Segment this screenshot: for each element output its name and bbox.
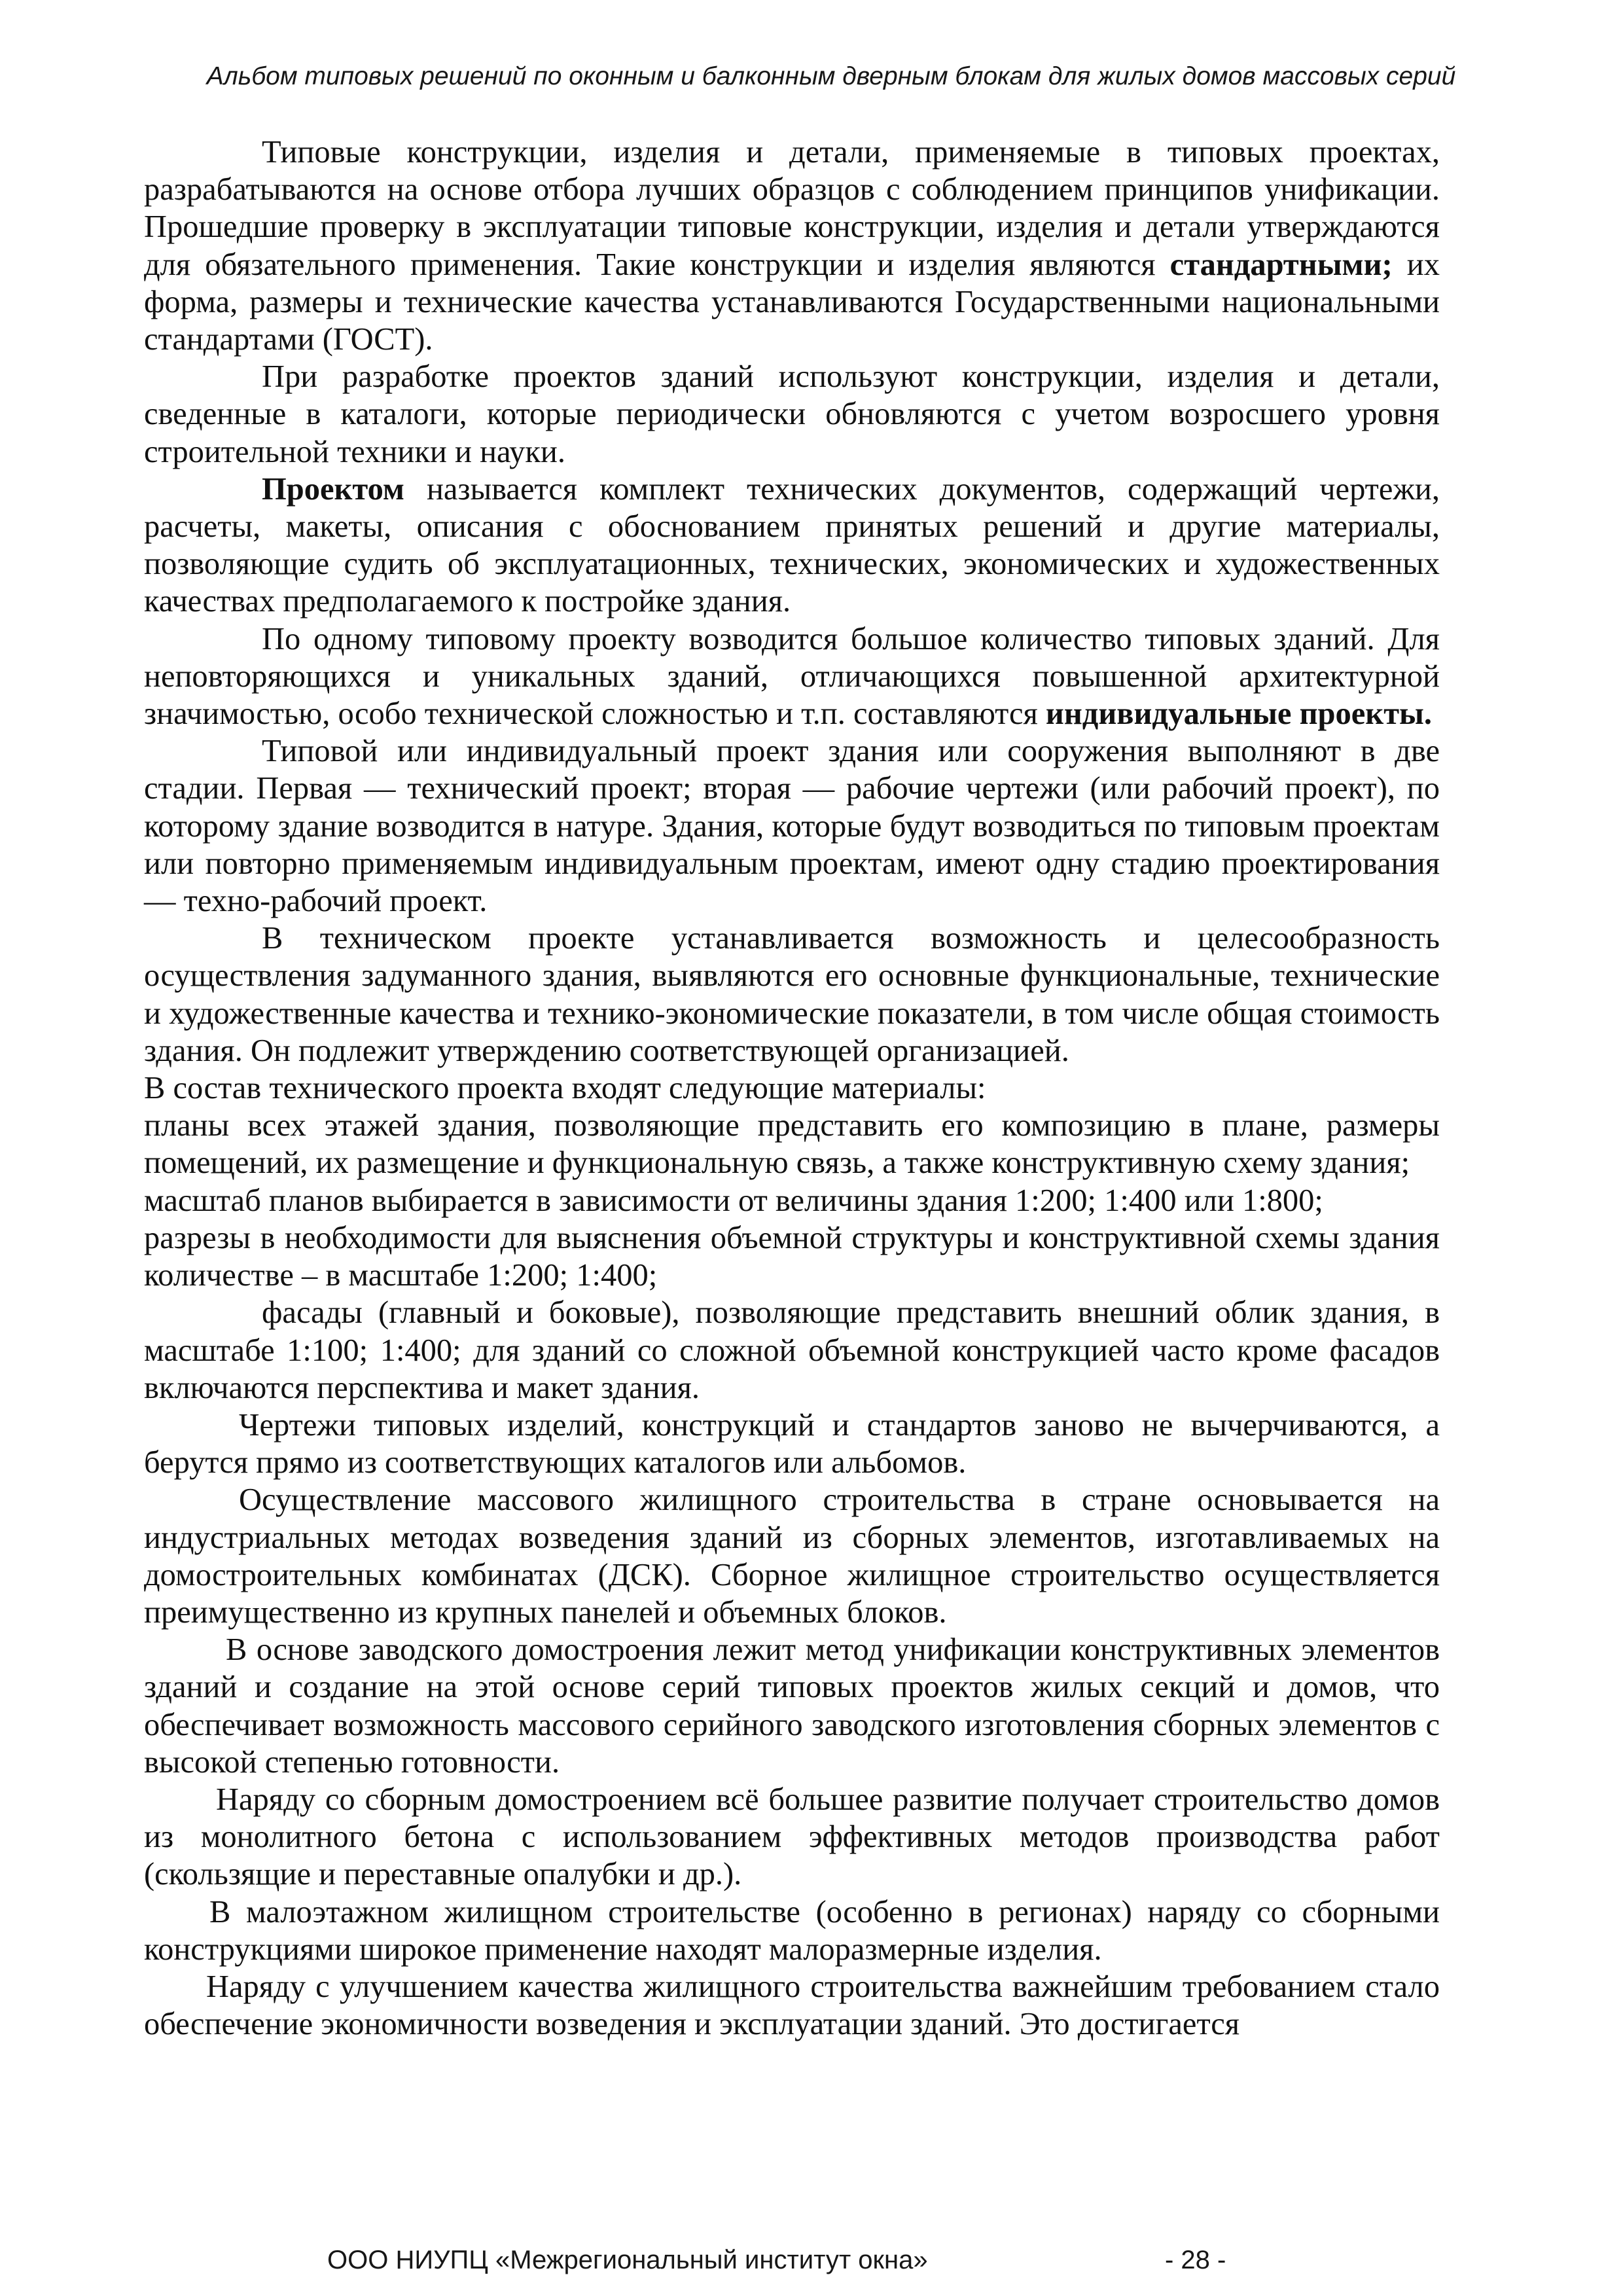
list-item-facades: фасады (главный и боковые), позволяющие представить внешний облик здания, в масштабе 1:100; 1:400; для зданий со сложной объемной конструкцией часто кроме фасадов включаются перспектива и макет здания. [144,1295,1440,1405]
list-item-sections: разрезы в необходимости для выяснения объемной структуры и конструктивной схемы здания количестве – в масштабе 1:200; 1:400; [144,1220,1440,1293]
list-item-floor-plans: планы всех этажей здания, позволяющие представить его композицию в плане, размеры помещений, их размещение и функциональную связь, а также конструктивную схему здания; [144,1108,1440,1181]
paragraph-economy: Наряду с улучшением качества жилищного строительства важнейшим требованием стало обеспечение экономичности возведения и эксплуатации зданий. Это достигается [144,1969,1440,2042]
paragraph-standard-constructions: Типовые конструкции, изделия и детали, применяемые в типовых проектах, разрабатываются на основе отбора лучших образцов с соблюдением принципов унификации. Прошедшие проверку в эксплуатации типовые конструкции, изделия и детали утверждаются для обязательного применения. Такие конструкции и изделия являются стандартными; их форма, размеры и технические качества устанавливаются Государственными национальными стандартами (ГОСТ). [144,135,1440,357]
paragraph-catalogs: При разработке проектов зданий используют конструкции, изделия и детали, сведенные в каталоги, которые периодически обновляются с учетом возросшего уровня строительной техники и науки. [144,359,1440,469]
paragraph-monolithic: Наряду со сборным домостроением всё большее развитие получает строительство домов из монолитного бетона с использованием эффективных методов производства работ (скользящие и переставные опалубки и др.). [144,1782,1440,1892]
document-body [144,134,1440,2043]
paragraph-technical-project: В техническом проекте устанавливается возможность и целесообразность осуществления задуманного здания, выявляются его основные функциональные, технические и художественные качества и технико-экономические показатели, в том числе общая стоимость здания. Он подлежит утверждению соответствующей организацией. [144,921,1440,1068]
footer-organization: ООО НИУПЦ «Межрегиональный институт окна» [327,2246,928,2274]
paragraph-project-definition: Проектом называется комплект технических документов, содержащий чертежи, расчеты, макеты, описания с обоснованием принятых решений и другие материалы, позволяющие судить об эксплуатационных, технических, экономических и художественных качествах предполагаемого к постройке здания. [144,471,1440,619]
paragraph-mass-construction: Осуществление массового жилищного строительства в стране основывается на индустриальных методах возведения зданий из сборных элементов, изготавливаемых на домостроительных комбинатах (ДСК). Сборное жилищное строительство осуществляется преимущественно из крупных панелей и объемных блоков. [144,1482,1440,1630]
paragraph-project-stages: Типовой или индивидуальный проект здания или сооружения выполняют в две стадии. Первая — технический проект; вторая — рабочие чертежи (или рабочий проект), по которому здание возводится в натуре. Здания, которые будут возводиться по типовым проектам или повторно применяемым индивидуальным проектам, имеют одну стадию проектирования — техно-рабочий проект. [144,734,1440,919]
list-item-plan-scale: масштаб планов выбирается в зависимости от величины здания 1:200; 1:400 или 1:800; [144,1183,1323,1218]
paragraph-factory-construction: В основе заводского домостроения лежит метод унификации конструктивных элементов зданий и создание на этой основе серий типовых проектов жилых секций и домов, что обеспечивает возможность массового серийного заводского изготовления сборных элементов с высокой степенью готовности. [144,1632,1440,1780]
paragraph-low-rise: В малоэтажном жилищном строительстве (особенно в регионах) наряду со сборными конструкциями широкое применение находят малоразмерные изделия. [144,1894,1440,1967]
page-number: - 28 - [1165,2246,1226,2274]
paragraph-materials-intro: В состав технического проекта входят следующие материалы: [144,1071,986,1106]
paragraph-drawings: Чертежи типовых изделий, конструкций и стандартов заново не вычерчиваются, а берутся прямо из соответствующих каталогов или альбомов. [144,1407,1440,1480]
page-header: Альбом типовых решений по оконным и балконным дверным блокам для жилых домов массовых серий [206,62,1456,90]
paragraph-individual-projects: По одному типовому проекту возводится большое количество типовых зданий. Для неповторяющихся и уникальных зданий, отличающихся повышенной архитектурной значимостью, особо технической сложностью и т.п. составляются индивидуальные проекты. [144,621,1440,732]
